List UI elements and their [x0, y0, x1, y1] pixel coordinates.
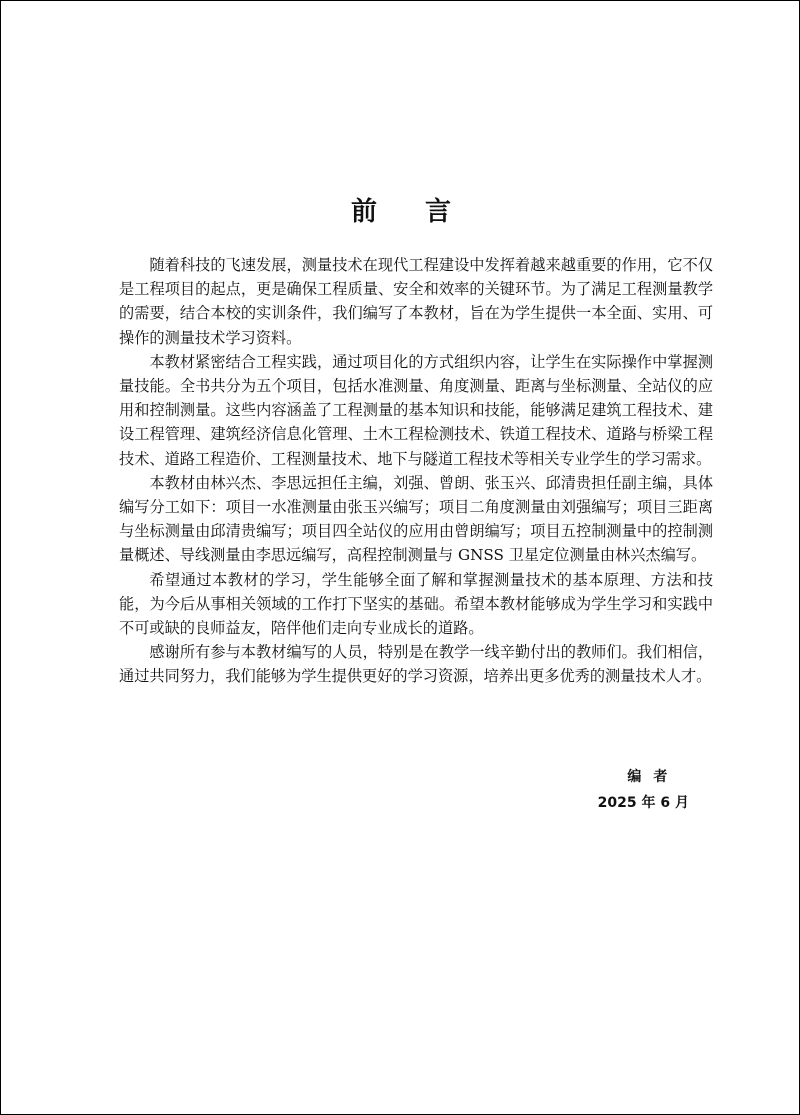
page-title: 前言 [350, 197, 499, 228]
paragraph: 随着科技的飞速发展，测量技术在现代工程建设中发挥着越来越重要的作用，它不仅是工程项目的起点，更是确保工程质量、安全和效率的关键环节。为了满足工程测量教学的需要，结合本校的实训条件，我们编写了本教材，旨在为学生提供一本全面、实用、可操作的测量技术学习资料。 [119, 256, 713, 347]
signature-block [598, 764, 689, 816]
paragraph: 本教材由林兴杰、李思远担任主编，刘强、曾朗、张玉兴、邱清贵担任副主编，具体编写分工如下：项目一水准测量由张玉兴编写；项目二角度测量由刘强编写；项目三距离与坐标测量由邱清贵编写；项目四全站仪的应用由曾朗编写；项目五控制测量中的控制测量概述、导线测量由李思远编写，高程控制测量与 GNSS 卫星定位测量由林兴杰编写。 [119, 473, 713, 565]
paragraph: 希望通过本教材的学习，学生能够全面了解和掌握测量技术的基本原理、方法和技能，为今后从事相关领域的工作打下坚实的基础。希望本教材能够成为学生学习和实践中不可或缺的良师益友，陪伴他们走向专业成长的道路。 [119, 570, 713, 638]
signature-date: 2025 年 6 月 [597, 795, 689, 811]
signature-author: 编者 [627, 769, 680, 785]
preface-body [119, 253, 713, 689]
paragraph: 感谢所有参与本教材编写的人员，特别是在教学一线辛勤付出的教师们。我们相信，通过共同努力，我们能够为学生提供更好的学习资源，培养出更多优秀的测量技术人才。 [119, 643, 713, 686]
paragraph: 本教材紧密结合工程实践，通过项目化的方式组织内容，让学生在实际操作中掌握测量技能。全书共分为五个项目，包括水准测量、角度测量、距离与坐标测量、全站仪的应用和控制测量。这些内容涵盖了工程测量的基本知识和技能，能够满足建筑工程技术、建设工程管理、建筑经济信息化管理、土木工程检测技术、铁道工程技术、道路与桥梁工程技术、道路工程造价、工程测量技术、地下与隧道工程技术等相关专业学生的学习需求。 [119, 352, 713, 468]
